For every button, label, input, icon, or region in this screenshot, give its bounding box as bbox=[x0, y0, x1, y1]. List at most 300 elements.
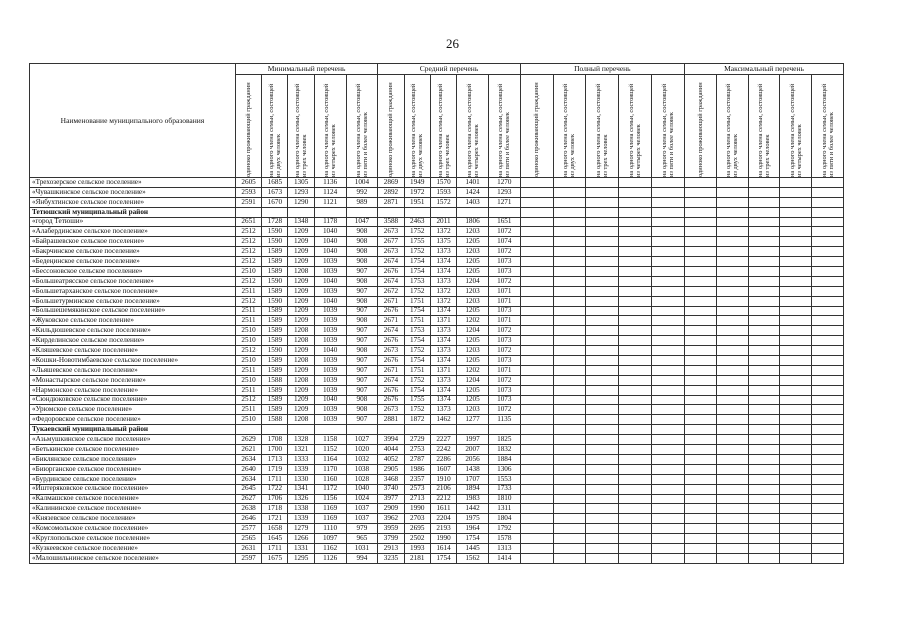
value-cell bbox=[652, 375, 685, 385]
value-cell bbox=[652, 227, 685, 237]
value-cell bbox=[748, 306, 780, 316]
value-cell bbox=[716, 207, 748, 217]
value-cell: 1209 bbox=[288, 405, 314, 415]
value-cell: 2673 bbox=[378, 405, 404, 415]
table-row bbox=[30, 553, 844, 563]
value-cell bbox=[685, 296, 717, 306]
value-cell bbox=[652, 474, 685, 484]
region-row bbox=[30, 207, 844, 217]
value-cell bbox=[520, 336, 553, 346]
value-cell bbox=[685, 474, 717, 484]
value-cell bbox=[619, 306, 652, 316]
value-cell: 1205 bbox=[457, 395, 489, 405]
value-cell: 1403 bbox=[457, 197, 489, 207]
value-cell: 1372 bbox=[430, 286, 456, 296]
value-cell: 1590 bbox=[262, 227, 288, 237]
region-name: Тетюшский муниципальный район bbox=[30, 207, 236, 217]
value-cell bbox=[652, 316, 685, 326]
value-cell bbox=[520, 316, 553, 326]
value-cell bbox=[652, 504, 685, 514]
value-cell bbox=[619, 474, 652, 484]
value-cell: 1204 bbox=[457, 375, 489, 385]
municipality-name: «Кирделинское сельское поселение» bbox=[30, 336, 236, 346]
value-cell bbox=[748, 484, 780, 494]
value-cell bbox=[553, 267, 586, 277]
value-cell bbox=[685, 524, 717, 534]
table-row bbox=[30, 276, 844, 286]
value-cell bbox=[553, 296, 586, 306]
value-cell bbox=[685, 375, 717, 385]
value-cell bbox=[716, 445, 748, 455]
subcolumn-label: на одного члена семьи, состоящей из двух человек bbox=[410, 83, 425, 177]
subcolumn-header bbox=[262, 75, 288, 178]
value-cell: 1072 bbox=[488, 247, 520, 257]
value-cell bbox=[553, 553, 586, 563]
value-cell bbox=[553, 375, 586, 385]
value-cell: 1438 bbox=[457, 464, 489, 474]
subcolumn-header bbox=[430, 75, 456, 178]
value-cell bbox=[812, 296, 844, 306]
municipality-name: «Сюндюковское сельское поселение» bbox=[30, 395, 236, 405]
value-cell: 2631 bbox=[235, 543, 261, 553]
value-cell bbox=[780, 534, 812, 544]
value-cell bbox=[748, 504, 780, 514]
value-cell: 1073 bbox=[488, 385, 520, 395]
value-cell: 2676 bbox=[378, 336, 404, 346]
value-cell: 3740 bbox=[378, 484, 404, 494]
municipality-name: «Большетурминское сельское поселение» bbox=[30, 296, 236, 306]
value-cell: 1073 bbox=[488, 336, 520, 346]
value-cell bbox=[652, 395, 685, 405]
value-cell bbox=[586, 445, 619, 455]
value-cell bbox=[812, 187, 844, 197]
value-cell: 1872 bbox=[404, 415, 430, 425]
municipality-name: «Байрашевское сельское поселение» bbox=[30, 237, 236, 247]
value-cell bbox=[619, 385, 652, 395]
value-cell: 1424 bbox=[457, 187, 489, 197]
table-row bbox=[30, 286, 844, 296]
value-cell bbox=[748, 286, 780, 296]
table-row bbox=[30, 395, 844, 405]
value-cell: 908 bbox=[346, 237, 378, 247]
value-cell: 1073 bbox=[488, 267, 520, 277]
value-cell bbox=[652, 543, 685, 553]
value-cell bbox=[812, 474, 844, 484]
value-cell: 1039 bbox=[314, 316, 346, 326]
value-cell: 1209 bbox=[288, 385, 314, 395]
value-cell bbox=[748, 197, 780, 207]
value-cell: 1202 bbox=[457, 365, 489, 375]
value-cell bbox=[716, 227, 748, 237]
value-cell bbox=[716, 178, 748, 188]
value-cell bbox=[748, 405, 780, 415]
value-cell bbox=[812, 464, 844, 474]
value-cell bbox=[520, 237, 553, 247]
value-cell: 1964 bbox=[457, 524, 489, 534]
value-cell bbox=[780, 405, 812, 415]
value-cell bbox=[780, 385, 812, 395]
value-cell: 1209 bbox=[288, 296, 314, 306]
subcolumn-header bbox=[685, 75, 717, 178]
value-cell bbox=[586, 237, 619, 247]
value-cell: 2713 bbox=[404, 494, 430, 504]
value-cell: 1884 bbox=[488, 454, 520, 464]
value-cell bbox=[553, 237, 586, 247]
value-cell: 1645 bbox=[262, 534, 288, 544]
value-cell bbox=[619, 504, 652, 514]
value-cell bbox=[716, 365, 748, 375]
value-cell bbox=[716, 336, 748, 346]
value-cell bbox=[520, 553, 553, 563]
value-cell: 2510 bbox=[235, 267, 261, 277]
value-cell bbox=[586, 395, 619, 405]
cost-table bbox=[29, 63, 844, 564]
value-cell bbox=[520, 425, 553, 435]
value-cell: 2605 bbox=[235, 178, 261, 188]
value-cell bbox=[520, 395, 553, 405]
value-cell bbox=[716, 385, 748, 395]
value-cell bbox=[619, 217, 652, 227]
value-cell: 2463 bbox=[404, 217, 430, 227]
municipality-name: «Калининское сельское поселение» bbox=[30, 504, 236, 514]
value-cell bbox=[716, 514, 748, 524]
municipality-name: «Бурдинское сельское поселение» bbox=[30, 474, 236, 484]
value-cell bbox=[716, 454, 748, 464]
value-cell bbox=[553, 543, 586, 553]
value-cell bbox=[619, 247, 652, 257]
municipality-name: «Бедеңинское сельское поселение» bbox=[30, 257, 236, 267]
value-cell: 1589 bbox=[262, 405, 288, 415]
value-cell bbox=[780, 514, 812, 524]
subcolumn-label: на одного члена семьи, состоящей из трех человек bbox=[756, 83, 771, 177]
municipality-name: «Янбухтинское сельское поселение» bbox=[30, 197, 236, 207]
subcolumn-label: на одного члена семьи, состоящей из пяти и более человек bbox=[497, 83, 512, 177]
value-cell: 1328 bbox=[288, 435, 314, 445]
value-cell: 2634 bbox=[235, 454, 261, 464]
value-cell: 1590 bbox=[262, 237, 288, 247]
value-cell: 1614 bbox=[430, 543, 456, 553]
value-cell: 1442 bbox=[457, 504, 489, 514]
value-cell: 2869 bbox=[378, 178, 404, 188]
value-cell bbox=[780, 207, 812, 217]
subcolumn-label: на одного члена семьи, состоящей из пяти и более человек bbox=[661, 83, 676, 177]
value-cell: 1754 bbox=[404, 267, 430, 277]
value-cell bbox=[780, 316, 812, 326]
value-cell: 1990 bbox=[430, 534, 456, 544]
value-cell bbox=[812, 286, 844, 296]
value-cell: 1205 bbox=[457, 267, 489, 277]
value-cell bbox=[586, 524, 619, 534]
value-cell bbox=[553, 484, 586, 494]
value-cell: 1373 bbox=[430, 346, 456, 356]
value-cell bbox=[652, 494, 685, 504]
group-header-average: Средний перечень bbox=[378, 64, 520, 75]
value-cell bbox=[748, 375, 780, 385]
value-cell bbox=[235, 207, 261, 217]
value-cell: 1751 bbox=[404, 296, 430, 306]
value-cell bbox=[748, 326, 780, 336]
value-cell: 1047 bbox=[346, 217, 378, 227]
value-cell bbox=[520, 247, 553, 257]
value-cell: 4044 bbox=[378, 445, 404, 455]
subcolumn-label: на одного члена семьи, состоящей из пяти и более человек bbox=[354, 83, 369, 177]
value-cell bbox=[619, 375, 652, 385]
value-cell bbox=[685, 276, 717, 286]
value-cell bbox=[812, 445, 844, 455]
value-cell bbox=[619, 553, 652, 563]
table-row bbox=[30, 217, 844, 227]
value-cell: 2676 bbox=[378, 385, 404, 395]
value-cell bbox=[685, 543, 717, 553]
value-cell: 2676 bbox=[378, 395, 404, 405]
value-cell bbox=[619, 207, 652, 217]
value-cell bbox=[652, 276, 685, 286]
value-cell bbox=[619, 514, 652, 524]
value-cell bbox=[780, 474, 812, 484]
value-cell bbox=[780, 365, 812, 375]
value-cell bbox=[716, 286, 748, 296]
value-cell bbox=[716, 494, 748, 504]
value-cell: 908 bbox=[346, 257, 378, 267]
value-cell bbox=[748, 217, 780, 227]
value-cell: 1321 bbox=[288, 445, 314, 455]
value-cell bbox=[619, 435, 652, 445]
value-cell bbox=[488, 207, 520, 217]
value-cell bbox=[685, 178, 717, 188]
value-cell: 2597 bbox=[235, 553, 261, 563]
value-cell bbox=[553, 464, 586, 474]
value-cell bbox=[812, 553, 844, 563]
value-cell: 1373 bbox=[430, 405, 456, 415]
value-cell: 1589 bbox=[262, 385, 288, 395]
value-cell bbox=[586, 217, 619, 227]
value-cell bbox=[812, 346, 844, 356]
value-cell: 1341 bbox=[288, 484, 314, 494]
value-cell bbox=[520, 178, 553, 188]
value-cell: 1330 bbox=[288, 474, 314, 484]
value-cell bbox=[685, 247, 717, 257]
value-cell: 2703 bbox=[404, 514, 430, 524]
value-cell bbox=[812, 227, 844, 237]
subcolumn-header bbox=[235, 75, 261, 178]
value-cell bbox=[520, 356, 553, 366]
table-row bbox=[30, 356, 844, 366]
value-cell bbox=[748, 474, 780, 484]
table-row bbox=[30, 267, 844, 277]
value-cell bbox=[716, 247, 748, 257]
value-cell bbox=[619, 257, 652, 267]
value-cell: 1071 bbox=[488, 316, 520, 326]
value-cell bbox=[586, 306, 619, 316]
value-cell: 1311 bbox=[488, 504, 520, 514]
value-cell: 907 bbox=[346, 286, 378, 296]
value-cell: 2881 bbox=[378, 415, 404, 425]
value-cell: 1374 bbox=[430, 267, 456, 277]
value-cell bbox=[685, 425, 717, 435]
value-cell bbox=[586, 346, 619, 356]
value-cell bbox=[586, 227, 619, 237]
value-cell: 1073 bbox=[488, 306, 520, 316]
value-cell: 2673 bbox=[378, 227, 404, 237]
value-cell bbox=[716, 276, 748, 286]
value-cell: 1445 bbox=[457, 543, 489, 553]
value-cell bbox=[457, 207, 489, 217]
value-cell: 2511 bbox=[235, 286, 261, 296]
value-cell bbox=[520, 504, 553, 514]
value-cell: 1589 bbox=[262, 326, 288, 336]
value-cell: 3959 bbox=[378, 524, 404, 534]
value-cell bbox=[685, 316, 717, 326]
value-cell bbox=[520, 415, 553, 425]
value-cell: 2913 bbox=[378, 543, 404, 553]
value-cell bbox=[685, 187, 717, 197]
value-cell bbox=[716, 395, 748, 405]
value-cell bbox=[748, 543, 780, 553]
value-cell: 1593 bbox=[430, 187, 456, 197]
value-cell: 1162 bbox=[314, 543, 346, 553]
municipality-name: «Бакрчинское сельское поселение» bbox=[30, 247, 236, 257]
value-cell bbox=[780, 375, 812, 385]
value-cell: 1040 bbox=[314, 276, 346, 286]
subcolumn-header bbox=[378, 75, 404, 178]
value-cell: 1073 bbox=[488, 395, 520, 405]
value-cell bbox=[716, 524, 748, 534]
value-cell bbox=[586, 543, 619, 553]
value-cell bbox=[748, 435, 780, 445]
value-cell bbox=[685, 207, 717, 217]
value-cell bbox=[586, 286, 619, 296]
value-cell: 1209 bbox=[288, 227, 314, 237]
value-cell bbox=[685, 405, 717, 415]
value-cell bbox=[553, 395, 586, 405]
value-cell: 1755 bbox=[404, 395, 430, 405]
value-cell: 1121 bbox=[314, 197, 346, 207]
value-cell: 1306 bbox=[488, 464, 520, 474]
value-cell: 1072 bbox=[488, 276, 520, 286]
value-cell: 2286 bbox=[430, 454, 456, 464]
municipality-name: «Биклянское сельское поселение» bbox=[30, 454, 236, 464]
value-cell bbox=[652, 296, 685, 306]
value-cell bbox=[652, 514, 685, 524]
value-cell: 3588 bbox=[378, 217, 404, 227]
value-cell: 1205 bbox=[457, 385, 489, 395]
value-cell: 2502 bbox=[404, 534, 430, 544]
value-cell: 2591 bbox=[235, 197, 261, 207]
value-cell bbox=[685, 217, 717, 227]
value-cell bbox=[685, 326, 717, 336]
value-cell bbox=[619, 336, 652, 346]
name-column-header: Наименование муниципального образования bbox=[30, 64, 236, 178]
value-cell bbox=[553, 316, 586, 326]
value-cell: 1371 bbox=[430, 365, 456, 375]
municipality-name: «Федоровское сельское поселение» bbox=[30, 415, 236, 425]
value-cell: 2512 bbox=[235, 276, 261, 286]
value-cell: 1753 bbox=[404, 326, 430, 336]
value-cell: 1753 bbox=[404, 276, 430, 286]
value-cell: 1588 bbox=[262, 375, 288, 385]
value-cell: 908 bbox=[346, 296, 378, 306]
value-cell: 2621 bbox=[235, 445, 261, 455]
value-cell: 2671 bbox=[378, 296, 404, 306]
value-cell: 1072 bbox=[488, 405, 520, 415]
value-cell: 2676 bbox=[378, 267, 404, 277]
value-cell: 1589 bbox=[262, 395, 288, 405]
value-cell: 1170 bbox=[314, 464, 346, 474]
value-cell: 1205 bbox=[457, 336, 489, 346]
table-row bbox=[30, 247, 844, 257]
value-cell bbox=[780, 553, 812, 563]
value-cell: 1993 bbox=[404, 543, 430, 553]
value-cell bbox=[619, 543, 652, 553]
value-cell bbox=[812, 524, 844, 534]
value-cell bbox=[716, 553, 748, 563]
value-cell: 1039 bbox=[314, 356, 346, 366]
value-cell: 1711 bbox=[262, 474, 288, 484]
value-cell bbox=[520, 296, 553, 306]
value-cell: 1374 bbox=[430, 306, 456, 316]
value-cell: 1333 bbox=[288, 454, 314, 464]
value-cell bbox=[586, 178, 619, 188]
value-cell bbox=[812, 267, 844, 277]
value-cell bbox=[586, 197, 619, 207]
value-cell: 1572 bbox=[430, 197, 456, 207]
value-cell: 1718 bbox=[262, 504, 288, 514]
value-cell bbox=[685, 445, 717, 455]
value-cell bbox=[520, 306, 553, 316]
region-row bbox=[30, 425, 844, 435]
value-cell: 1039 bbox=[314, 326, 346, 336]
value-cell bbox=[748, 494, 780, 504]
value-cell bbox=[619, 296, 652, 306]
value-cell: 2512 bbox=[235, 237, 261, 247]
municipality-name: «Жуковское сельское поселение» bbox=[30, 316, 236, 326]
value-cell: 907 bbox=[346, 375, 378, 385]
value-cell: 2204 bbox=[430, 514, 456, 524]
value-cell bbox=[812, 306, 844, 316]
value-cell: 1589 bbox=[262, 267, 288, 277]
value-cell: 1755 bbox=[404, 237, 430, 247]
value-cell: 1700 bbox=[262, 445, 288, 455]
value-cell bbox=[716, 306, 748, 316]
value-cell bbox=[586, 247, 619, 257]
value-cell: 1339 bbox=[288, 464, 314, 474]
value-cell bbox=[520, 326, 553, 336]
value-cell: 4052 bbox=[378, 454, 404, 464]
value-cell: 2634 bbox=[235, 474, 261, 484]
value-cell bbox=[553, 336, 586, 346]
value-cell bbox=[780, 306, 812, 316]
value-cell: 1658 bbox=[262, 524, 288, 534]
value-cell: 1156 bbox=[314, 494, 346, 504]
value-cell: 907 bbox=[346, 267, 378, 277]
value-cell: 1039 bbox=[314, 415, 346, 425]
value-cell: 1651 bbox=[488, 217, 520, 227]
value-cell bbox=[685, 227, 717, 237]
value-cell: 1754 bbox=[404, 306, 430, 316]
value-cell: 2193 bbox=[430, 524, 456, 534]
value-cell bbox=[685, 395, 717, 405]
value-cell bbox=[619, 494, 652, 504]
value-cell: 1754 bbox=[404, 257, 430, 267]
subcolumn-label: на одного члена семьи, состоящей из пяти и более человек bbox=[820, 83, 835, 177]
value-cell: 2674 bbox=[378, 257, 404, 267]
value-cell: 1313 bbox=[488, 543, 520, 553]
value-cell bbox=[716, 425, 748, 435]
value-cell bbox=[685, 336, 717, 346]
subcolumn-label: на одного члена семьи, состоящей из двух человек bbox=[725, 83, 740, 177]
value-cell: 1203 bbox=[457, 346, 489, 356]
value-cell bbox=[619, 178, 652, 188]
